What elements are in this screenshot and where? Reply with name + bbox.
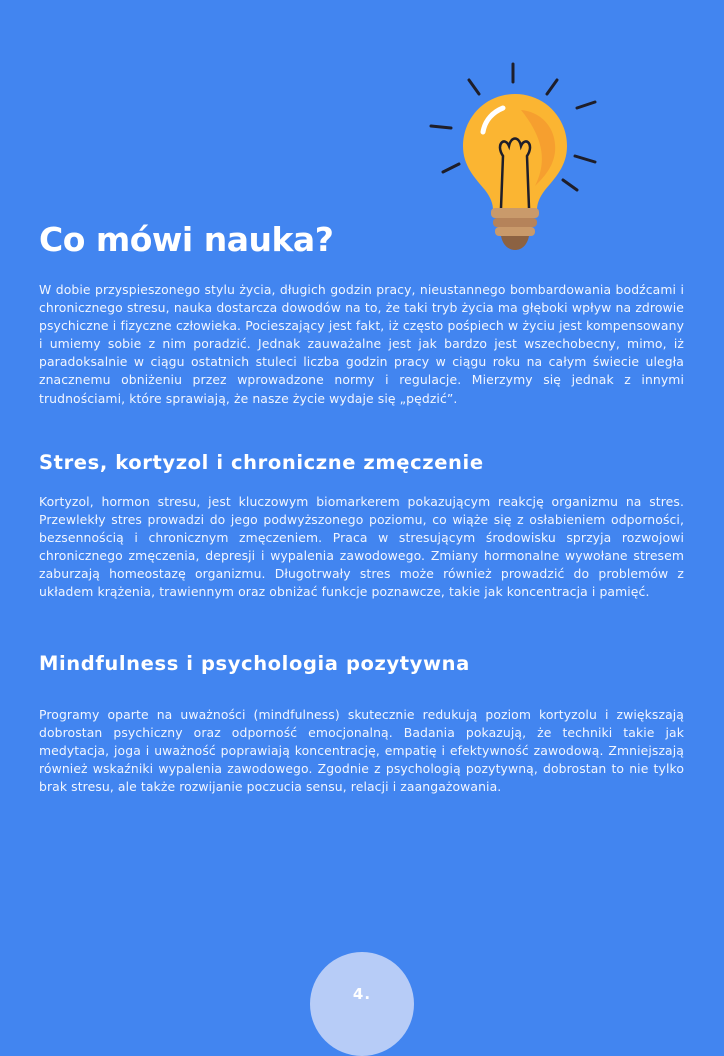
- section-heading: Stres, kortyzol i chroniczne zmęczenie: [39, 451, 484, 474]
- page-number: 4.: [352, 985, 372, 1003]
- lightbulb-icon: [425, 58, 605, 254]
- page-title: Co mówi nauka?: [39, 220, 334, 259]
- intro-paragraph: W dobie przyspieszonego stylu życia, długich godzin pracy, nieustannego bombardowania bodźcami i chronicznego stresu, nauka dostarcza dowodów na to, że taki tryb życia ma głęboki wpływ na zdrowie psychiczne i fizyczne człowieka. Pocieszający jest fakt, iż często pośpiech w życiu jest kompensowany i umiemy sobie z nim poradzić. Jednak zauważalne jest jak bardzo jest wszechobecny, mimo, iż paradoksalnie w ciągu ostatnich stuleci liczba godzin pracy w ciągu roku na całym świecie uległa znacznemu obniżeniu przez wprowadzone normy i regulacje. Mierzymy się jednak z innymi trudnościami, które sprawiają, że nasze życie wydaje się „pędzić”.: [39, 282, 684, 406]
- page-number-badge: [310, 952, 414, 1056]
- section-paragraph: Programy oparte na uważności (mindfulness) skutecznie redukują poziom kortyzolu i zwiększają dobrostan psychiczny oraz odporność emocjonalną. Badania pokazują, że techniki takie jak medytacja, joga i uważność poprawiają koncentrację, empatię i efektywność zawodową. Zmniejszają również wskaźniki wypalenia zawodowego. Zgodnie z psychologią pozytywną, dobrostan to nie tylko brak stresu, ale także rozwijanie poczucia sensu, relacji i zaangażowania.: [39, 707, 684, 795]
- section-paragraph: Kortyzol, hormon stresu, jest kluczowym biomarkerem pokazującym reakcję organizmu na stres. Przewlekły stres prowadzi do jego podwyższonego poziomu, co wiąże się z osłabieniem odporności, bezsennością i chronicznym zmęczeniem. Praca w stresującym środowisku sprzyja rozwojowi chronicznego zmęczenia, depresji i wypalenia zawodowego. Zmiany hormonalne wywołane stresem zaburzają homeostazę organizmu. Długotrwały stres może również prowadzić do problemów z układem krążenia, trawiennym oraz obniżać funkcje poznawcze, takie jak koncentracja i pamięć.: [39, 494, 684, 600]
- section-heading: Mindfulness i psychologia pozytywna: [39, 652, 470, 675]
